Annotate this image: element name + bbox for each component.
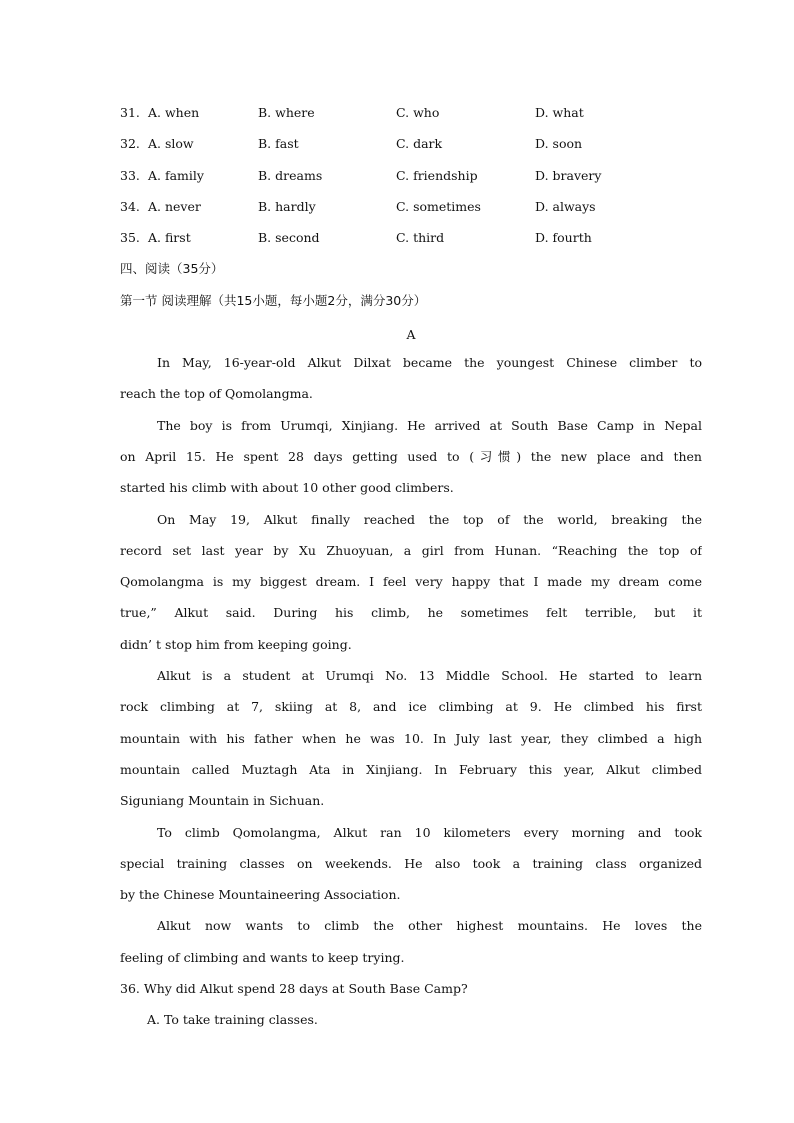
paragraph-line: The boy is from Urumqi, Xinjiang. He arrived at South Base Camp in Nepal [157, 417, 702, 433]
paragraph-line: feeling of climbing and wants to keep trying. [120, 949, 405, 965]
question-number: 34. [120, 198, 140, 214]
option-c: C. third [396, 230, 445, 246]
option-b: B. where [258, 105, 315, 120]
question-number: 35. [120, 230, 140, 246]
paragraph-line: rock climbing at 7, skiing at 8, and ice climbing at 9. He climbed his first [120, 699, 702, 715]
document-page [120, 101, 702, 1040]
paragraph-line: To climb Qomolangma, Alkut ran 10 kilometers every morning and took [157, 824, 702, 840]
subsection-heading: 第一节 阅读理解（共15小题，每小题2分，满分30分） [120, 292, 427, 308]
paragraph-line: Siguniang Mountain in Sichuan. [120, 793, 325, 809]
option-row [120, 226, 702, 257]
option-row [120, 195, 702, 226]
paragraph-line: mountain called Muztagh Ata in Xinjiang. In February this year, Alkut climbed [120, 761, 702, 777]
option-a: A. when [148, 105, 200, 120]
paragraph-line: by the Chinese Mountaineering Association. [120, 887, 401, 903]
option-b: B. second [258, 230, 320, 246]
paragraph-line: Qomolangma is my biggest dream. I feel very happy that I made my dream come [120, 574, 702, 590]
option-d: D. bravery [535, 167, 602, 183]
paragraph-line: mountain with his father when he was 10. In July last year, they climbed a high [120, 730, 702, 746]
option-row [120, 101, 702, 132]
paragraph [120, 351, 702, 414]
option-d: D. fourth [535, 230, 592, 246]
question-36: 36. Why did Alkut spend 28 days at South Base Camp? [120, 981, 468, 997]
paragraph [120, 508, 702, 664]
cloze-options [120, 101, 702, 257]
option-d: D. soon [535, 136, 583, 152]
option-a: A. slow [148, 136, 194, 152]
paragraph-line: on April 15. He spent 28 days getting used to (习惯) the new place and then [120, 448, 702, 464]
option-d: D. always [535, 198, 596, 214]
option-a: A. never [148, 198, 201, 214]
paragraph-line: special training classes on weekends. He also took a training class organized [120, 855, 702, 871]
section-heading: 四、阅读（35分） [120, 261, 224, 277]
option-c: C. friendship [396, 167, 478, 183]
option-c: C. dark [396, 136, 443, 152]
paragraph-line: true,” Alkut said. During his climb, he sometimes felt terrible, but it [120, 605, 702, 621]
option-d: D. what [535, 105, 584, 120]
paragraph [120, 914, 702, 977]
option-row [120, 164, 702, 195]
option-a: A. first [148, 230, 191, 246]
paragraph [120, 821, 702, 915]
paragraph-line: didn’ t stop him from keeping going. [120, 636, 352, 652]
paragraph-line: On May 19, Alkut finally reached the top of the world, breaking the [157, 511, 702, 527]
paragraph-line: Alkut is a student at Urumqi No. 13 Middle School. He started to learn [157, 668, 702, 684]
paragraph-line: Alkut now wants to climb the other highest mountains. He loves the [157, 918, 702, 934]
option-a: A. family [148, 167, 204, 183]
paragraph-line: In May, 16-year-old Alkut Dilxat became the youngest Chinese climber to [157, 355, 702, 371]
paragraph-line: started his climb with about 10 other good climbers. [120, 480, 454, 496]
option-b: B. hardly [258, 198, 316, 214]
option-b: B. fast [258, 136, 299, 152]
paragraph-line: record set last year by Xu Zhuoyuan, a girl from Hunan. “Reaching the top of [120, 542, 702, 558]
question-number: 31. [120, 105, 140, 120]
paragraph [120, 414, 702, 508]
option-c: C. who [396, 105, 440, 120]
paragraph [120, 664, 702, 820]
question-36-choice-a: A. To take training classes. [147, 1012, 318, 1028]
passage-label: A [406, 327, 416, 343]
option-row [120, 132, 702, 163]
passage-body [120, 351, 702, 977]
question-number: 32. [120, 136, 140, 152]
paragraph-line: reach the top of Qomolangma. [120, 386, 313, 402]
option-b: B. dreams [258, 167, 323, 183]
question-number: 33. [120, 167, 140, 183]
option-c: C. sometimes [396, 198, 481, 214]
